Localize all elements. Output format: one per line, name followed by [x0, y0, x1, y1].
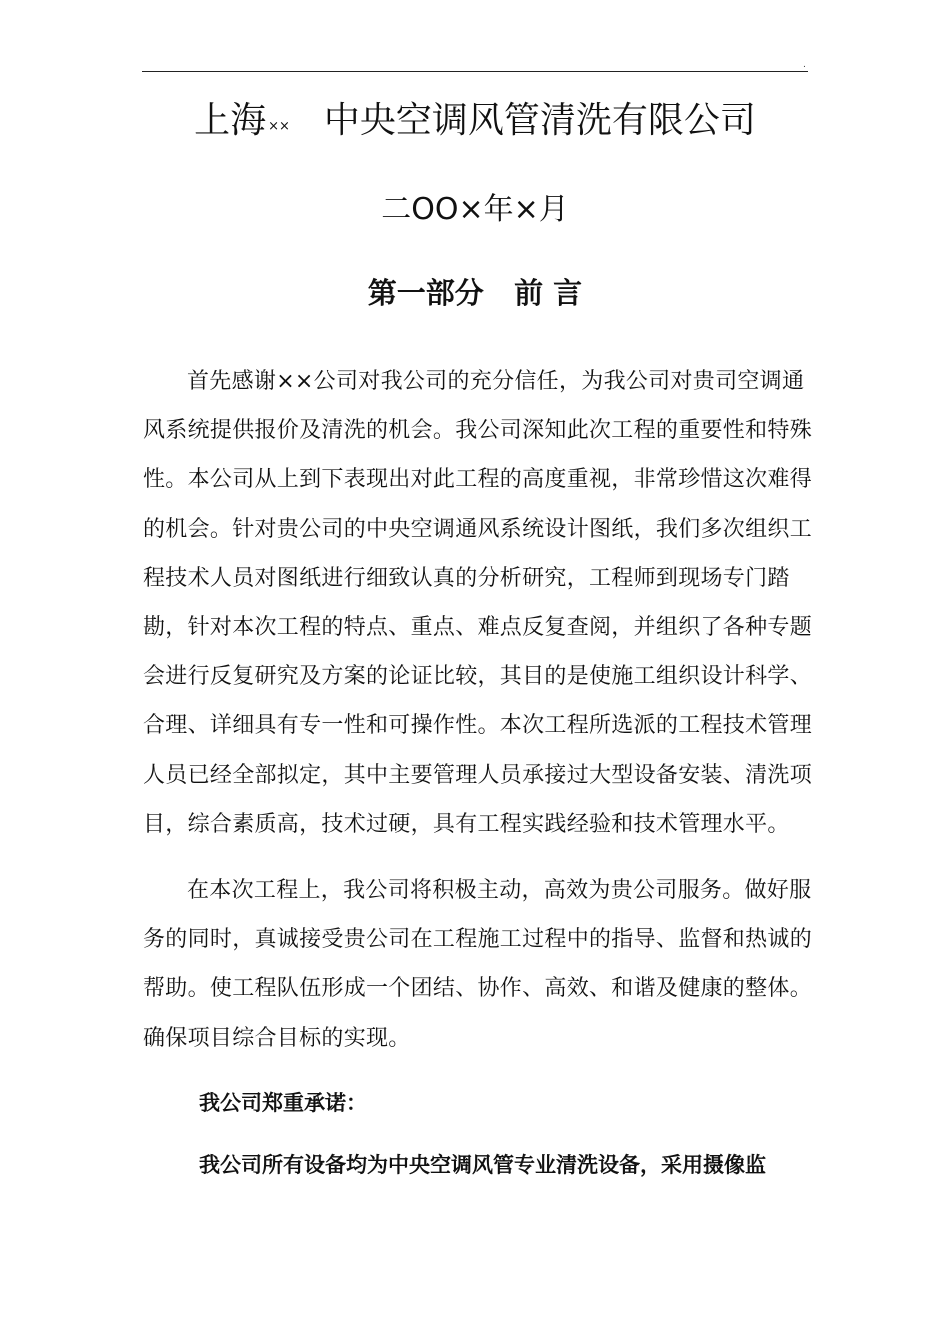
company-placeholder-mark: ×× — [268, 119, 290, 134]
preface-paragraph-2: 在本次工程上，我公司将积极主动，高效为贵公司服务。做好服务的同时，真诚接受贵公司在工程施工过程中的指导、监督和热诚的帮助。使工程队伍形成一个团结、协作、高效、和谐及健康的整体。确保项目综合目标的实现。 — [143, 878, 813, 1051]
document-date: 二OO×年×月 — [381, 192, 569, 227]
company-name: 中央空调风管清洗有限公司 — [323, 100, 756, 141]
company-prefix: 上海 — [194, 100, 267, 141]
header-rule — [142, 71, 808, 72]
promise-title: 我公司郑重承诺： — [199, 1091, 367, 1115]
preface-paragraph-1: 首先感谢××公司对我公司的充分信任，为我公司对贵司空调通风系统提供报价及清洗的机会。我公司深知此次工程的重要性和特殊性。本公司从上到下表现出对此工程的高度重视，非常珍惜这次难得的机会。针对贵公司的中央空调通风系统设计图纸，我们多次组织工程技术人员对图纸进行细致认真的分析研究，工程师到现场专门踏勘，针对本次工程的特点、重点、难点反复查阅，并组织了各种专题会进行反复研究及方案的论证比较，其目的是使施工组织设计科学、合理、详细具有专一性和可操作性。本次工程所选派的工程技术管理人员已经全部拟定，其中主要管理人员承接过大型设备安装、清洗项目，综合素质高，技术过硬，具有工程实践经验和技术管理水平。 — [143, 369, 813, 837]
header-mark: . — [803, 60, 806, 70]
promise-text: 我公司所有设备均为中央空调风管专业清洗设备，采用摄像监 — [199, 1153, 766, 1177]
company-name-heading — [0, 96, 950, 152]
section-title: 第一部分 前 言 — [367, 276, 583, 310]
